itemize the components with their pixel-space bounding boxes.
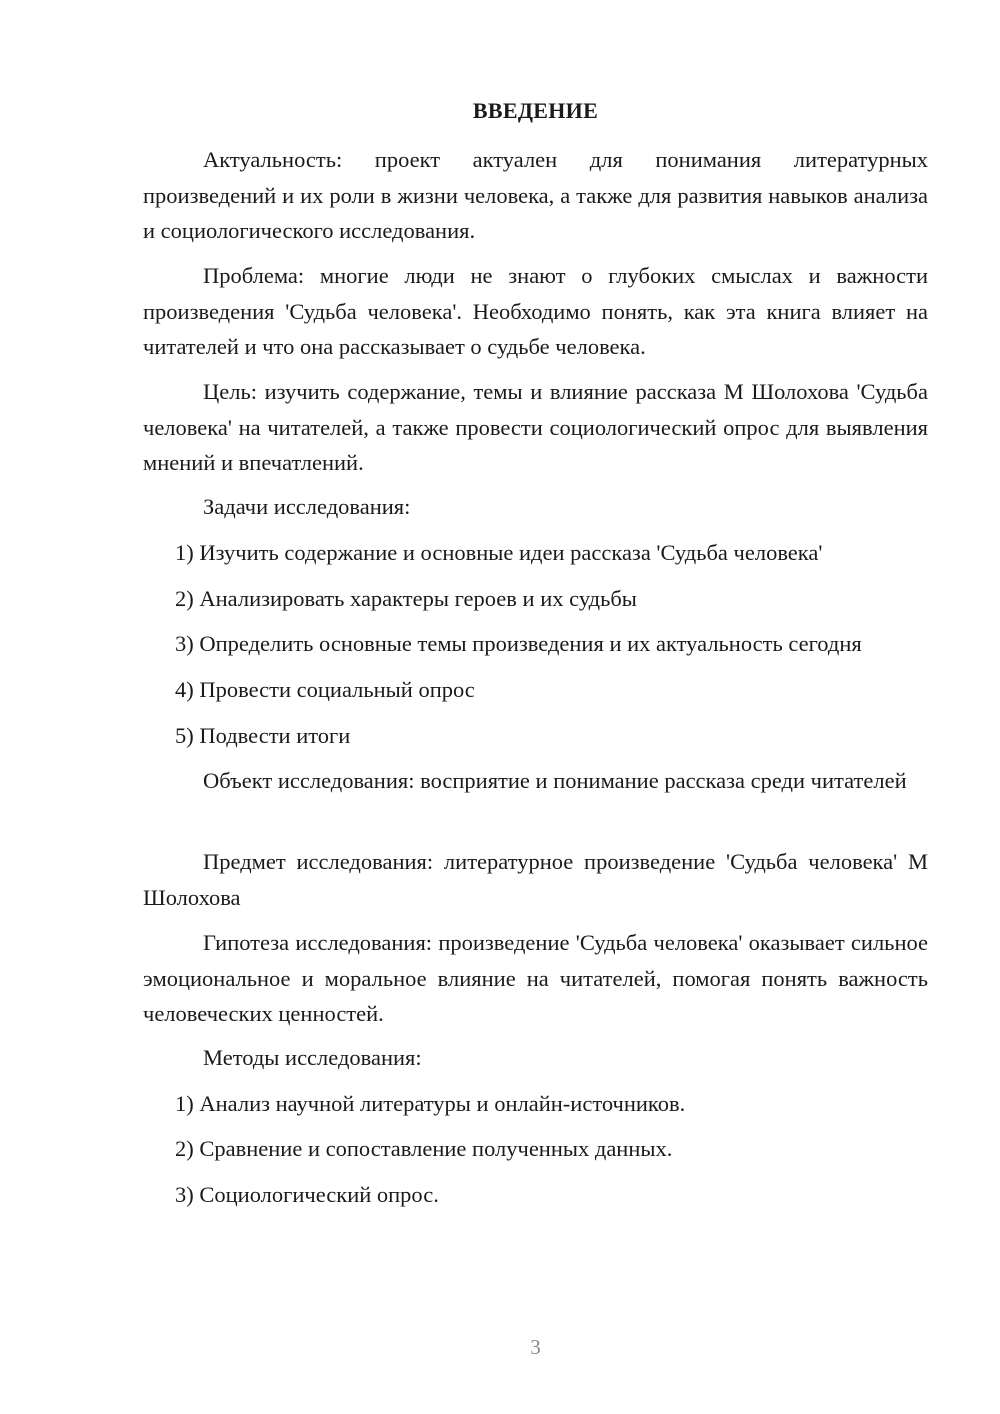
task-item-1: 1) Изучить содержание и основные идеи рассказа 'Судьба человека' [175, 540, 823, 565]
method-item-1: 1) Анализ научной литературы и онлайн-источников. [175, 1091, 686, 1116]
object-paragraph: Объект исследования: восприятие и понимание рассказа среди читателей [203, 768, 907, 793]
problem-paragraph: Проблема: многие люди не знают о глубоких смыслах и важности произведения 'Судьба человека'. Необходимо понять, как эта книга влияет на читателей и что она рассказывает о судьбе человека. [143, 263, 928, 359]
method-item-3: 3) Социологический опрос. [175, 1182, 439, 1207]
task-item-4: 4) Провести социальный опрос [175, 677, 475, 702]
hypothesis-paragraph: Гипотеза исследования: произведение 'Судьба человека' оказывает сильное эмоциональное и моральное влияние на читателей, помогая понять важность человеческих ценностей. [143, 930, 928, 1026]
relevance-paragraph: Актуальность: проект актуален для понимания литературных произведений и их роли в жизни человека, а также для развития навыков анализа и социологического исследования. [143, 147, 928, 243]
subject-paragraph: Предмет исследования: литературное произведение 'Судьба человека' М Шолохова [143, 849, 928, 910]
tasks-heading: Задачи исследования: [203, 494, 411, 519]
document-page [143, 0, 928, 1414]
task-item-5: 5) Подвести итоги [175, 723, 351, 748]
section-title: ВВЕДЕНИЕ [472, 98, 599, 123]
page-number: 3 [530, 1335, 541, 1359]
task-item-2: 2) Анализировать характеры героев и их судьбы [175, 586, 637, 611]
goal-paragraph: Цель: изучить содержание, темы и влияние рассказа М Шолохова 'Судьба человека' на читателей, а также провести социологический опрос для выявления мнений и впечатлений. [143, 379, 928, 475]
method-item-2: 2) Сравнение и сопоставление полученных данных. [175, 1136, 673, 1161]
task-item-3: 3) Определить основные темы произведения и их актуальность сегодня [175, 631, 862, 656]
methods-heading: Методы исследования: [203, 1045, 422, 1070]
